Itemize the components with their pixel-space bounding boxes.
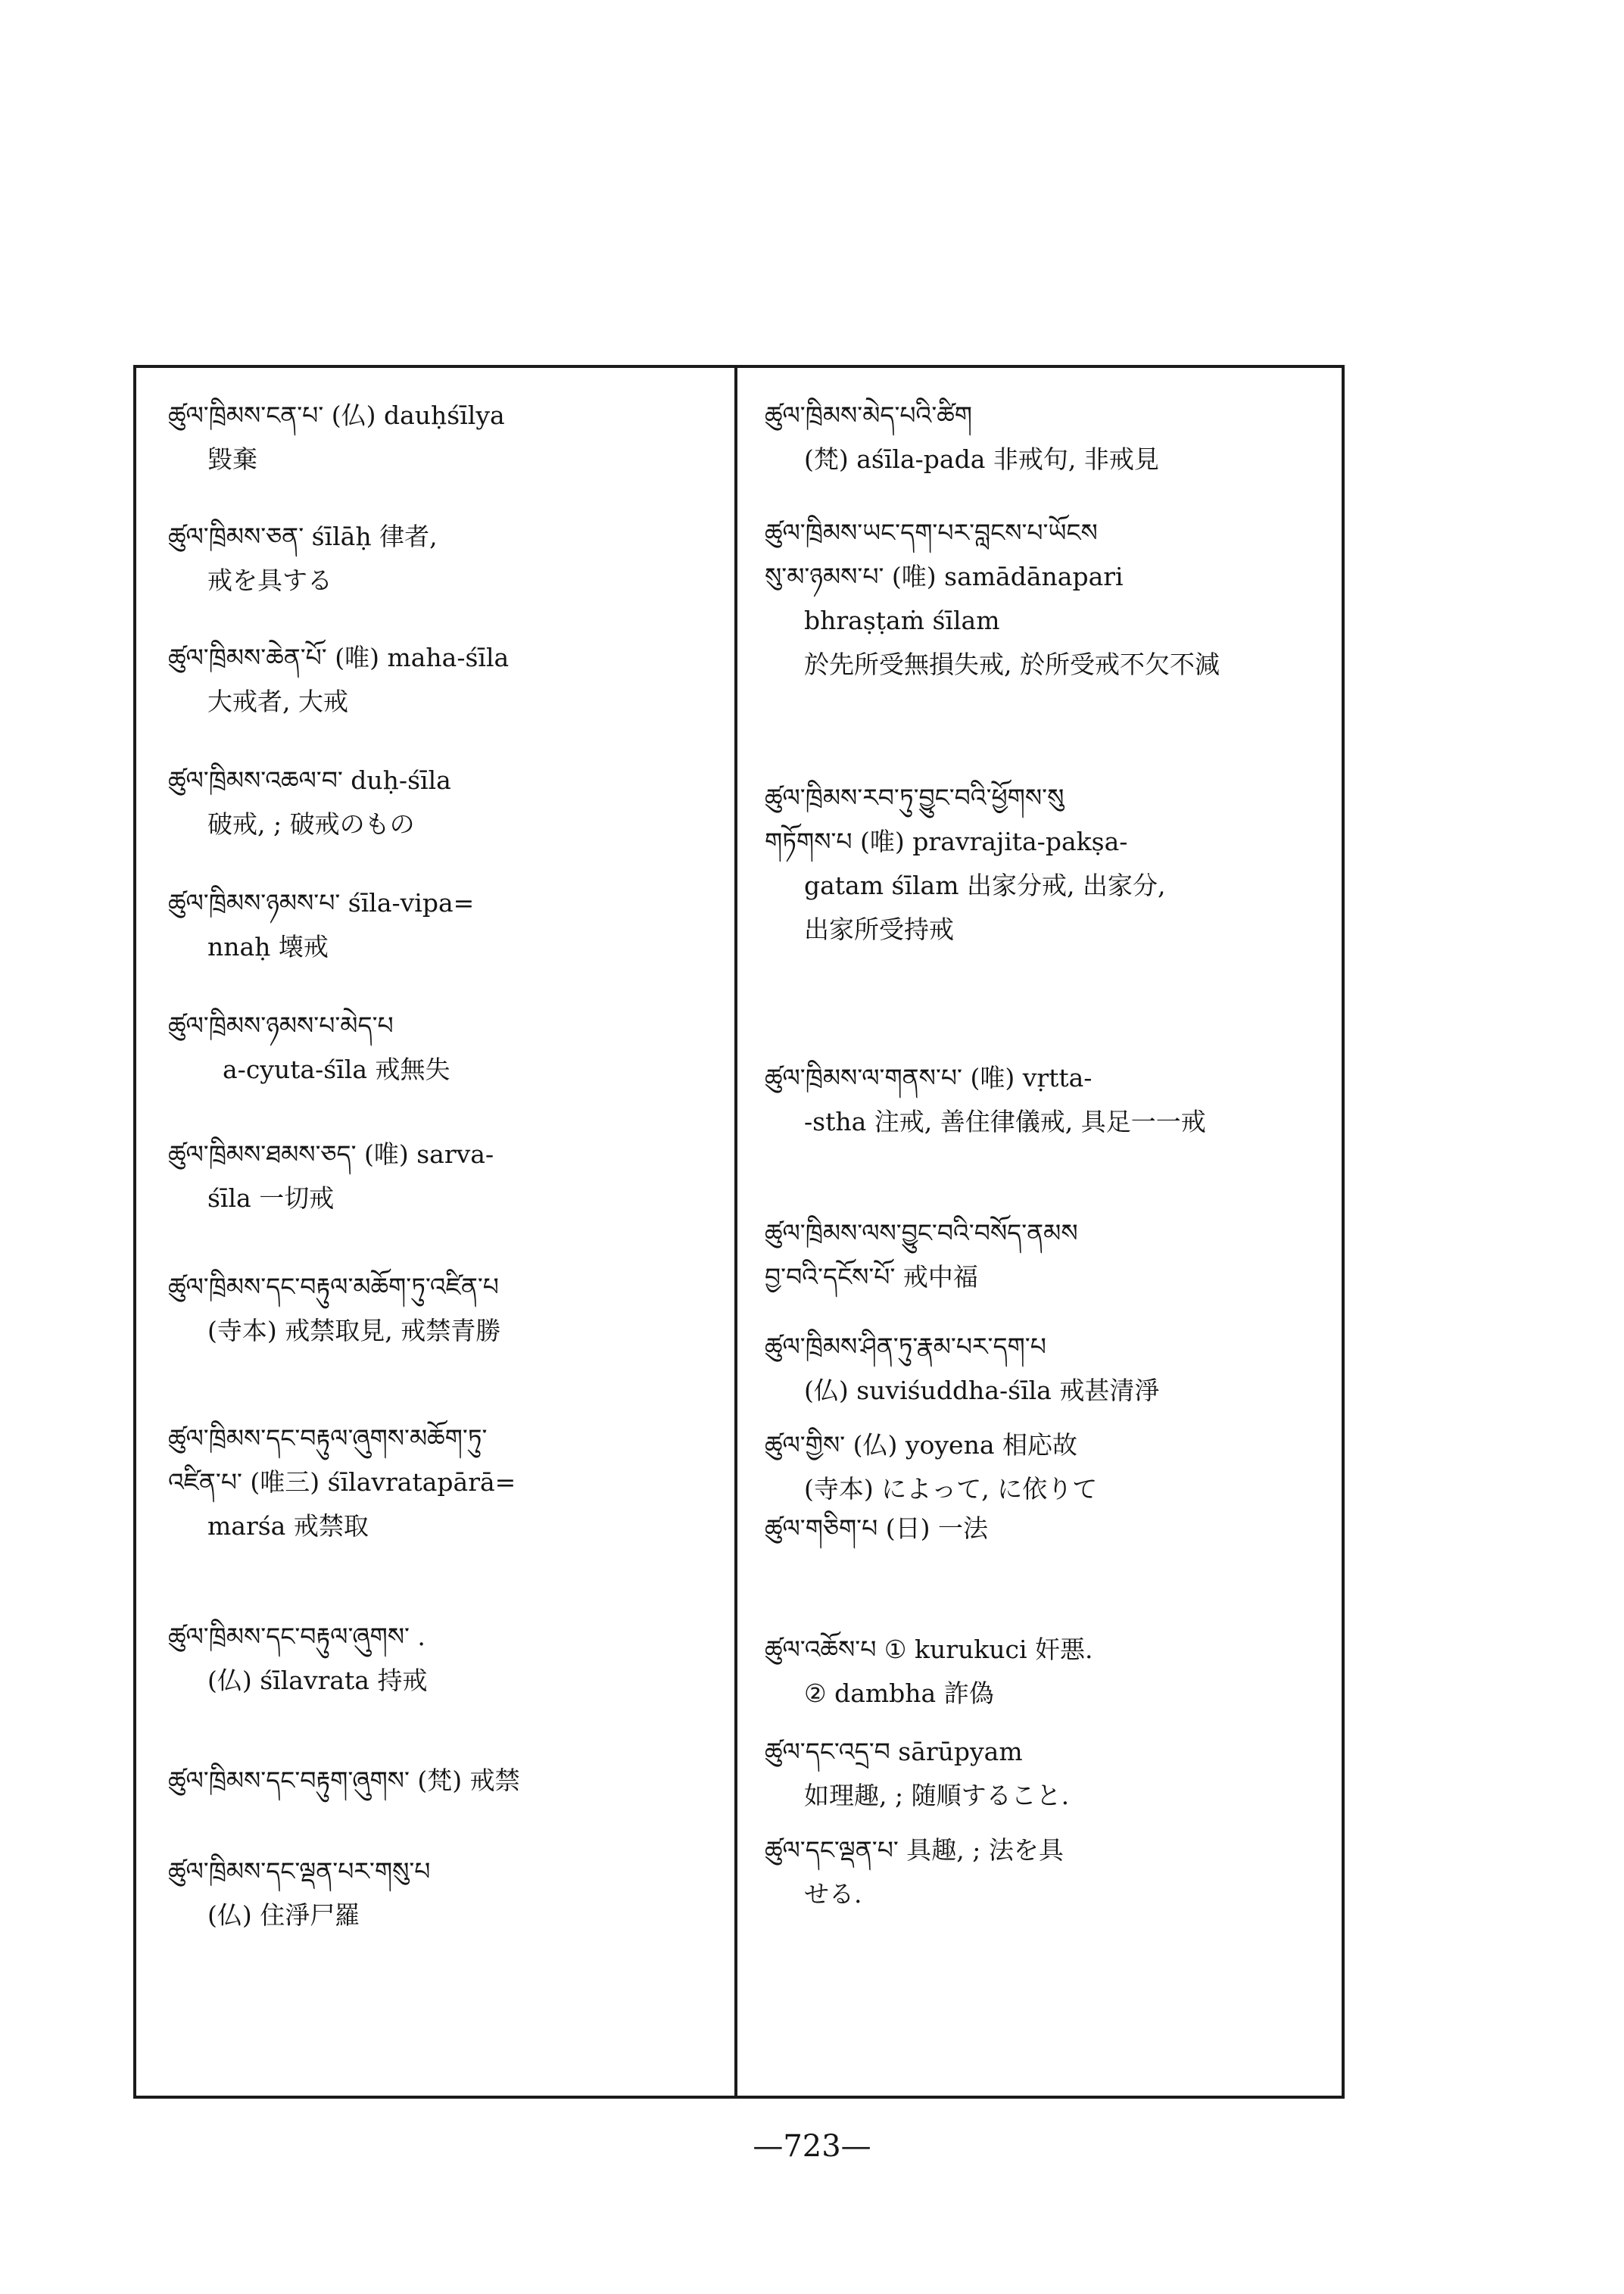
entry-headword: ཚུལ་གྱིས་ (仏) yoyena 相応故 (765, 1430, 1077, 1460)
dictionary-entry (765, 394, 1333, 511)
entry-headword-cont: བྱ་བའི་དངོས་པོ་ 戒中福 (765, 1262, 978, 1292)
entry-headword: ཚུལ་གཅིག་པ (日) 一法 (765, 1513, 988, 1543)
entry-headword: ཚུལ་ཁྲིམས་ཤིན་ཏུ་རྣམ་པར་དག་པ (765, 1332, 1046, 1361)
dictionary-entry (168, 394, 721, 515)
entry-headword: ཚུལ་ཁྲིམས་དང་བརྟུལ་མཆོག་ཏུ་འཛིན་པ (168, 1272, 499, 1301)
entry-headword-cont: གཏོགས་པ (唯) pravrajita-pakṣa- (765, 827, 1128, 856)
right-column (765, 394, 1333, 1916)
entry-gloss: bhraṣṭaṁ śīlam (804, 606, 1000, 635)
entry-headword: ཚུལ་ཁྲིམས་འཆལ་བ་ duḥ-śīla (168, 765, 451, 795)
entry-headword-cont: སུ་མ་ཉམས་པ་ (唯) samādānapari (765, 562, 1124, 591)
dictionary-entry (765, 1211, 1333, 1325)
entry-gloss: (寺本) 戒禁取見, 戒禁青勝 (207, 1316, 501, 1345)
dictionary-entry (765, 1507, 1333, 1628)
entry-gloss: (仏) suviśuddha-śīla 戒甚清淨 (804, 1376, 1160, 1405)
dictionary-entry (168, 1850, 721, 1948)
dictionary-entry (168, 1615, 721, 1759)
entry-gloss: 大戒者, 大戒 (207, 687, 348, 716)
dictionary-entry (765, 1730, 1333, 1828)
dictionary-entry (168, 759, 721, 881)
dictionary-entry (168, 881, 721, 1004)
dictionary-entry (765, 1628, 1333, 1730)
dictionary-entry (765, 1828, 1333, 1916)
dictionary-entry (168, 1265, 721, 1417)
entry-headword: ཚུལ་ཁྲིམས་ཉམས་པ་ śīla-vipa= (168, 888, 475, 918)
dictionary-entry (168, 1417, 721, 1615)
entry-gloss: (仏) 住淨尸羅 (207, 1900, 360, 1930)
entry-headword: ཚུལ་ཁྲིམས་ཡང་དག་པར་བླངས་པ་ཡོངས (765, 518, 1098, 547)
page-number: —723— (753, 2129, 871, 2164)
entry-headword: ཚུལ་ཁྲིམས་ངན་པ་ (仏) dauḥśīlya (168, 401, 505, 430)
entry-headword: ཚུལ་ཁྲིམས་ལས་བྱུང་བའི་བསོད་ནམས (765, 1218, 1078, 1248)
entry-headword: ཚུལ་ཁྲིམས་དང་བརྟུལ་ཞུགས་མཆོག་ཏུ་ (168, 1423, 488, 1453)
entry-headword: ཚུལ་ཁྲིམས་རབ་ཏུ་བྱུང་བའི་ཕྱོགས་སུ (765, 783, 1064, 812)
dictionary-entry (168, 636, 721, 759)
left-column (168, 394, 721, 1948)
entry-gloss: せる. (804, 1879, 862, 1909)
entry-gloss: 出家所受持戒 (804, 915, 954, 944)
entry-gloss: gatam śīlam 出家分戒, 出家分, (804, 871, 1166, 900)
dictionary-entry (765, 511, 1333, 776)
dictionary-entry (168, 1004, 721, 1133)
entry-headword: ཚུལ་ཁྲིམས་དང་བརྟུག་ཞུགས་ (梵) 戒禁 (168, 1766, 520, 1795)
dictionary-entry (765, 776, 1333, 1056)
entry-headword-cont: འཛིན་པ་ (唯三) śīlavratapārā= (168, 1467, 516, 1497)
dictionary-entry (765, 1056, 1333, 1211)
dictionary-entry (765, 1423, 1333, 1507)
entry-headword: ཚུལ་དང་འདྲ་བ sārūpyam (765, 1737, 1023, 1766)
dictionary-entry (168, 1133, 721, 1265)
entry-gloss: ② dambha 詐偽 (804, 1678, 994, 1708)
entry-gloss: (梵) aśīla-pada 非戒句, 非戒見 (804, 444, 1159, 474)
entry-gloss: 破戒, ; 破戒のもの (207, 809, 415, 839)
dictionary-entry (168, 515, 721, 636)
entry-gloss: (寺本) によって, に依りて (804, 1474, 1098, 1504)
entry-headword: ཚུལ་དང་ལྡན་པ་ 具趣, ; 法を具 (765, 1835, 1064, 1865)
entry-headword: ཚུལ་ཁྲིམས་ཆེན་པོ་ (唯) maha-śīla (168, 643, 510, 672)
column-divider (734, 365, 737, 2099)
entry-gloss: a-cyuta-śīla 戒無失 (223, 1055, 450, 1084)
entry-headword: ཚུལ་ཁྲིམས་ཐམས་ཅད་ (唯) sarva- (168, 1139, 494, 1169)
entry-headword: ཚུལ་ཁྲིམས་ཅན་ śīlāḥ 律者, (168, 522, 438, 551)
dictionary-entry (168, 1759, 721, 1850)
entry-headword: ཚུལ་འཆོས་པ ① kurukuci 奸悪. (765, 1635, 1093, 1664)
entry-gloss: nnaḥ 壊戒 (207, 932, 329, 962)
entry-headword: ཚུལ་ཁྲིམས་ཉམས་པ་མེད་པ (168, 1011, 394, 1040)
entry-gloss: 戒を具する (207, 566, 332, 595)
dictionary-entry (765, 1325, 1333, 1423)
entry-gloss: 如理趣, ; 随順すること. (804, 1781, 1070, 1810)
entry-gloss: marśa 戒禁取 (207, 1511, 369, 1541)
entry-gloss: śīla 一切戒 (207, 1183, 335, 1213)
entry-gloss: (仏) śīlavrata 持戒 (207, 1666, 428, 1695)
entry-headword: ཚུལ་ཁྲིམས་དང་ལྡན་པར་གསུ་པ (168, 1856, 431, 1886)
entry-gloss: -stha 注戒, 善住律儀戒, 具足一一戒 (804, 1107, 1206, 1136)
entry-gloss: 毀棄 (207, 444, 257, 474)
entry-gloss: 於先所受無損失戒, 於所受戒不欠不減 (804, 650, 1220, 679)
entry-headword: ཚུལ་ཁྲིམས་དང་བརྟུལ་ཞུགས་ . (168, 1622, 425, 1651)
entry-headword: ཚུལ་ཁྲིམས་མེད་པའི་ཚིག (765, 401, 972, 430)
entry-headword: ཚུལ་ཁྲིམས་ལ་གནས་པ་ (唯) vṛtta- (765, 1063, 1093, 1092)
